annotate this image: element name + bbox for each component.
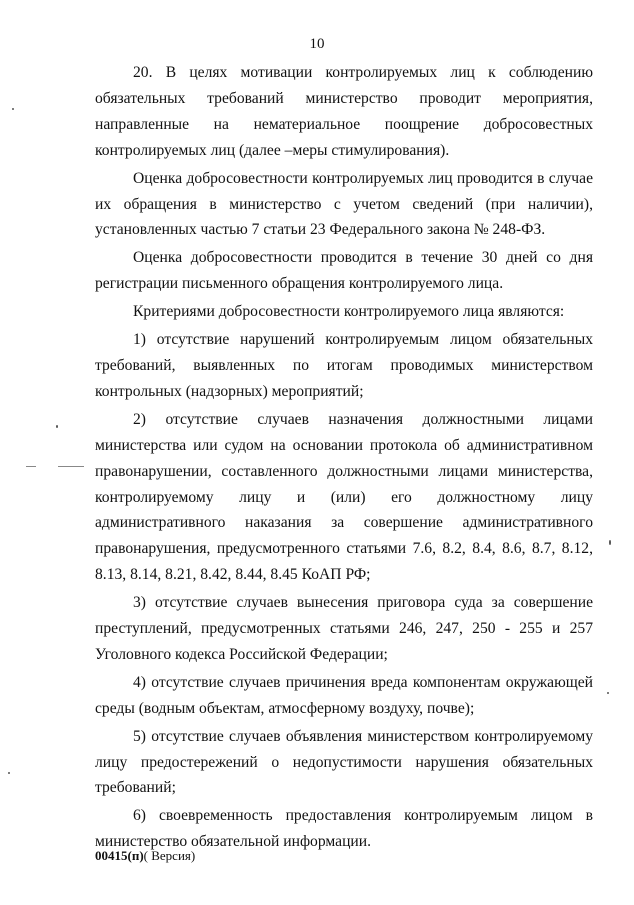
- criterion-1: 1) отсутствие нарушений контролируемым лицом обязательных требований, выявленных по итогам проводимых министерством контрольных (надзорных) мероприятий;: [95, 331, 593, 400]
- criterion-3: 3) отсутствие случаев вынесения приговора суда за совершение преступлений, предусмотренных статьями 246, 247, 250 - 255 и 257 Уголовного кодекса Российской Федерации;: [95, 594, 593, 663]
- criterion-4: 4) отсутствие случаев причинения вреда компонентам окружающей среды (водным объектам, атмосферному воздуху, почве);: [95, 673, 593, 717]
- scan-speck: [8, 772, 10, 774]
- paragraph-term: Оценка добросовестности проводится в течение 30 дней со дня регистрации письменного обращения контролируемого лица.: [95, 249, 593, 293]
- scan-speck: [12, 108, 14, 110]
- paragraph-criteria-heading: Критериями добросовестности контролируемого лица являются:: [133, 303, 565, 321]
- criterion-6: 6) своевременность предоставления контролируемым лицом в министерство обязательной информации.: [95, 807, 593, 851]
- document-footer: [95, 848, 195, 864]
- document-code: 00415(п): [95, 848, 144, 863]
- scan-dash: [26, 466, 36, 467]
- document-version: ( Версия): [143, 848, 196, 863]
- paragraph-20: 20. В целях мотивации контролируемых лиц к соблюдению обязательных требований министерство проводит мероприятия, направленные на нематериальное поощрение добросовестных контролируемых лиц (далее –меры стимулирования).: [95, 64, 593, 159]
- scan-speck: [607, 692, 609, 694]
- page-number: 10: [309, 36, 325, 52]
- scan-speck: [609, 540, 611, 545]
- scan-speck: [56, 425, 58, 428]
- criterion-2: 2) отсутствие случаев назначения должностными лицами министерства или судом на основании протокола об административном правонарушении, составленного должностными лицами министерства, контролируемому лицу и (или) его должностному лицу административного наказания за совершение административного правонарушения, предусмотренного статьями 7.6, 8.2, 8.4, 8.6, 8.7, 8.12, 8.13, 8.14, 8.21, 8.42, 8.44, 8.45 КоАП РФ;: [95, 410, 593, 584]
- document-body: [95, 60, 593, 855]
- paragraph-assessment: Оценка добросовестности контролируемых лиц проводится в случае их обращения в министерство с учетом сведений (при наличии), установленных частью 7 статьи 23 Федерального закона № 248-ФЗ.: [95, 169, 593, 239]
- criterion-5: 5) отсутствие случаев объявления министерством контролируемому лицу предостережений о недопустимости нарушения обязательных требований;: [95, 727, 593, 797]
- scan-dash: [58, 466, 84, 467]
